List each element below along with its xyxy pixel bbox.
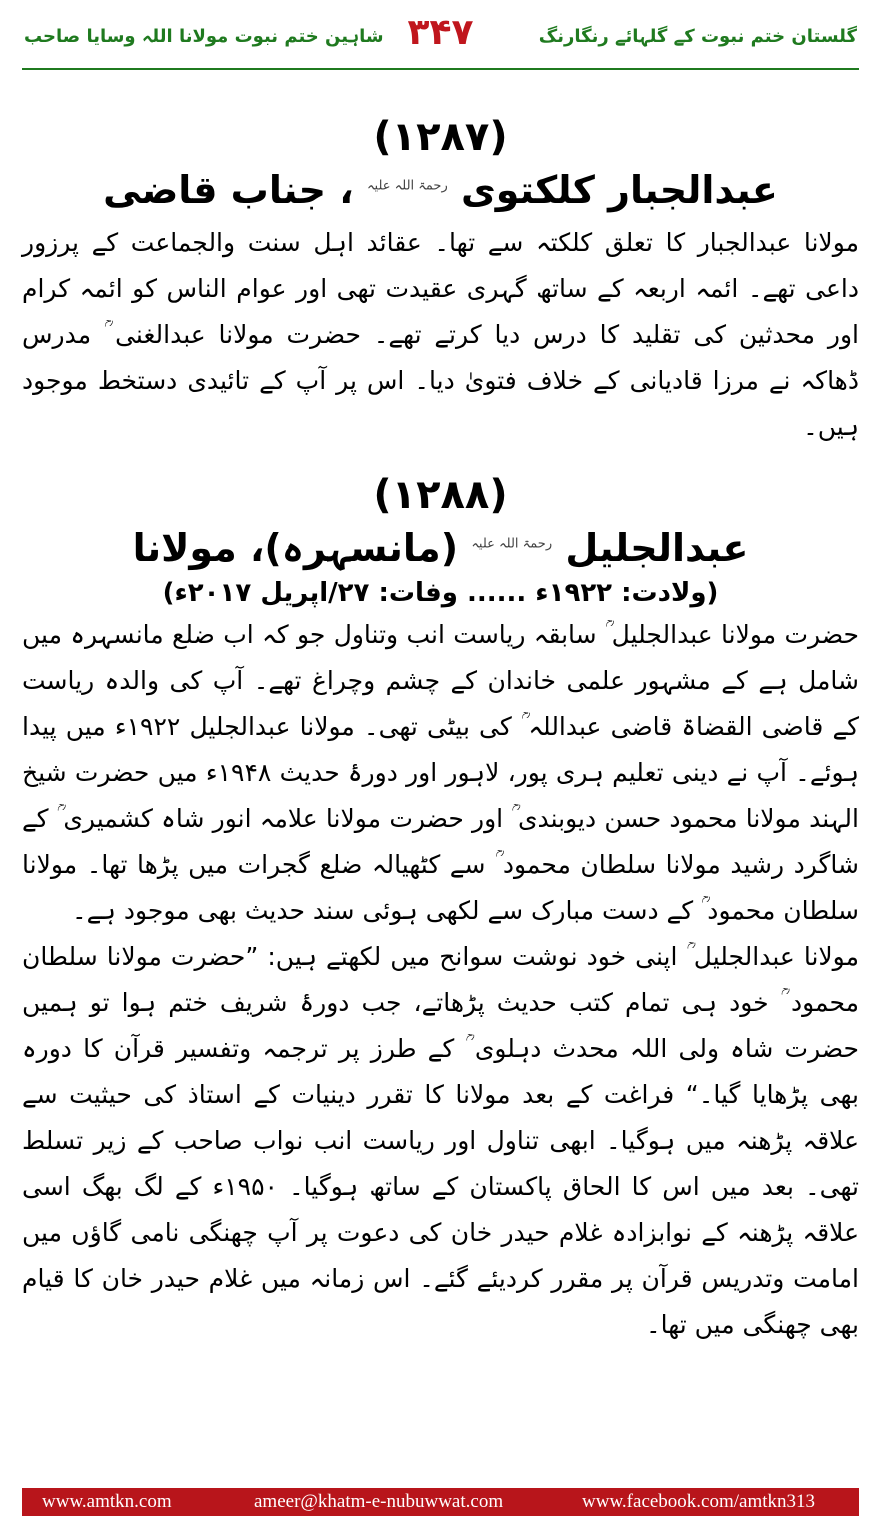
entry-number: (۱۲۸۸)	[373, 472, 508, 518]
entry-dates: (ولادت: ۱۹۲۲ء ...... وفات: ۲۷/اپریل ۲۰۱۷ء)	[162, 578, 719, 608]
email-link[interactable]: ameer@khatm-e-nubuwwat.com	[254, 1491, 504, 1512]
header-divider	[22, 68, 859, 70]
page-number: ۳۴۷	[407, 12, 474, 53]
honorific-mark: رحمۃ اللہ علیہ	[471, 536, 553, 552]
honorific-mark: رحمۃ اللہ علیہ	[366, 178, 448, 194]
page-header	[0, 0, 881, 78]
entry-title-suffix: ، جناب قاضی	[103, 168, 354, 212]
book-title: گلستان ختم نبوت کے گلہائے رنگارنگ	[538, 26, 857, 47]
entry-paragraph: حضرت مولانا عبدالجلیل ؒ سابقہ ریاست انب وتناول جو کہ اب ضلع مانسہرہ میں شامل ہے کے مشہور علمی خاندان کے چشم وچراغ تھے۔ آپ کی والدہ ریاست کے قاضی القضاۃ قاضی عبداللہ ؒ کی بیٹی تھی۔ مولانا عبدالجلیل ۱۹۲۲ء میں پیدا ہوئے۔ آپ نے دینی تعلیم ہری پور، لاہور اور دورۂ حدیث ۱۹۴۸ء میں حضرت شیخ الہند مولانا محمود حسن دیوبندی ؒ اور حضرت مولانا علامہ انور شاہ کشمیری ؒ کے شاگرد رشید مولانا سلطان محمود ؒ سے کٹھیالہ ضلع گجرات میں پڑھا تھا۔ مولانا سلطان محمود ؒ کے دست مبارک سے لکھی ہوئی سند حدیث بھی موجود ہے۔	[22, 620, 860, 925]
entry-title-suffix: (مانسہرہ)، مولانا	[132, 526, 459, 570]
entry-paragraph: مولانا عبدالجلیل ؒ اپنی خود نوشت سوانح میں لکھتے ہیں: ”حضرت مولانا سلطان محمود ؒ خود ہی تمام کتب حدیث پڑھاتے، جب دورۂ شریف ختم ہوا تو ہمیں حضرت شاہ ولی اللہ محدث دہلوی ؒ کے طرز پر ترجمہ وتفسیر قرآن کا دورہ بھی پڑھایا گیا۔“ فراغت کے بعد مولانا کا تقرر دینیات کے استاذ کی حیثیت سے علاقہ پڑھنہ میں ہوگیا۔ ابھی تناول اور ریاست انب نواب صاحب کے زیر تسلط تھی۔ بعد میں اس کا الحاق پاکستان کے ساتھ ہوگیا۔ ۱۹۵۰ء کے لگ بھگ اسی علاقہ پڑھنہ کے نوابزادہ غلام حیدر خان کی دعوت پر آپ چھنگی نامی گاؤں میں امامت وتدریس قرآن پر مقرر کردیئے گئے۔ اس زمانہ میں غلام حیدر خان کا قیام بھی چھنگی میں تھا۔	[22, 942, 859, 1339]
entry-1288	[22, 472, 859, 1348]
entry-number: (۱۲۸۷)	[373, 114, 508, 160]
facebook-link[interactable]: www.facebook.com/amtkn313	[582, 1491, 816, 1512]
entry-paragraph: مولانا عبدالجبار کا تعلق کلکتہ سے تھا۔ عقائد اہل سنت والجماعت کے پرزور داعی تھے۔ ائمہ اربعہ کے ساتھ گہری عقیدت تھی اور عوام الناس کو ائمہ کرام اور محدثین کی تقلید کا درس دیا کرتے تھے۔ حضرت مولانا عبدالغنی ؒ مدرس ڈھاکہ نے مرزا قادیانی کے خلاف فتویٰ دیا۔ اس پر آپ کے تائیدی دستخط موجود ہیں۔	[22, 228, 859, 441]
entry-title	[22, 168, 859, 212]
entry-1287	[22, 114, 859, 450]
page-content	[22, 100, 859, 1348]
entry-title-name: عبدالجبار کلکتوی	[460, 168, 778, 212]
footer-bar	[22, 1488, 859, 1516]
entry-title	[22, 526, 859, 570]
author-title: شاہین ختم نبوت مولانا اللہ وسایا صاحب	[24, 26, 384, 47]
entry-title-name: عبدالجلیل	[565, 526, 749, 570]
website-link[interactable]: www.amtkn.com	[42, 1491, 172, 1512]
